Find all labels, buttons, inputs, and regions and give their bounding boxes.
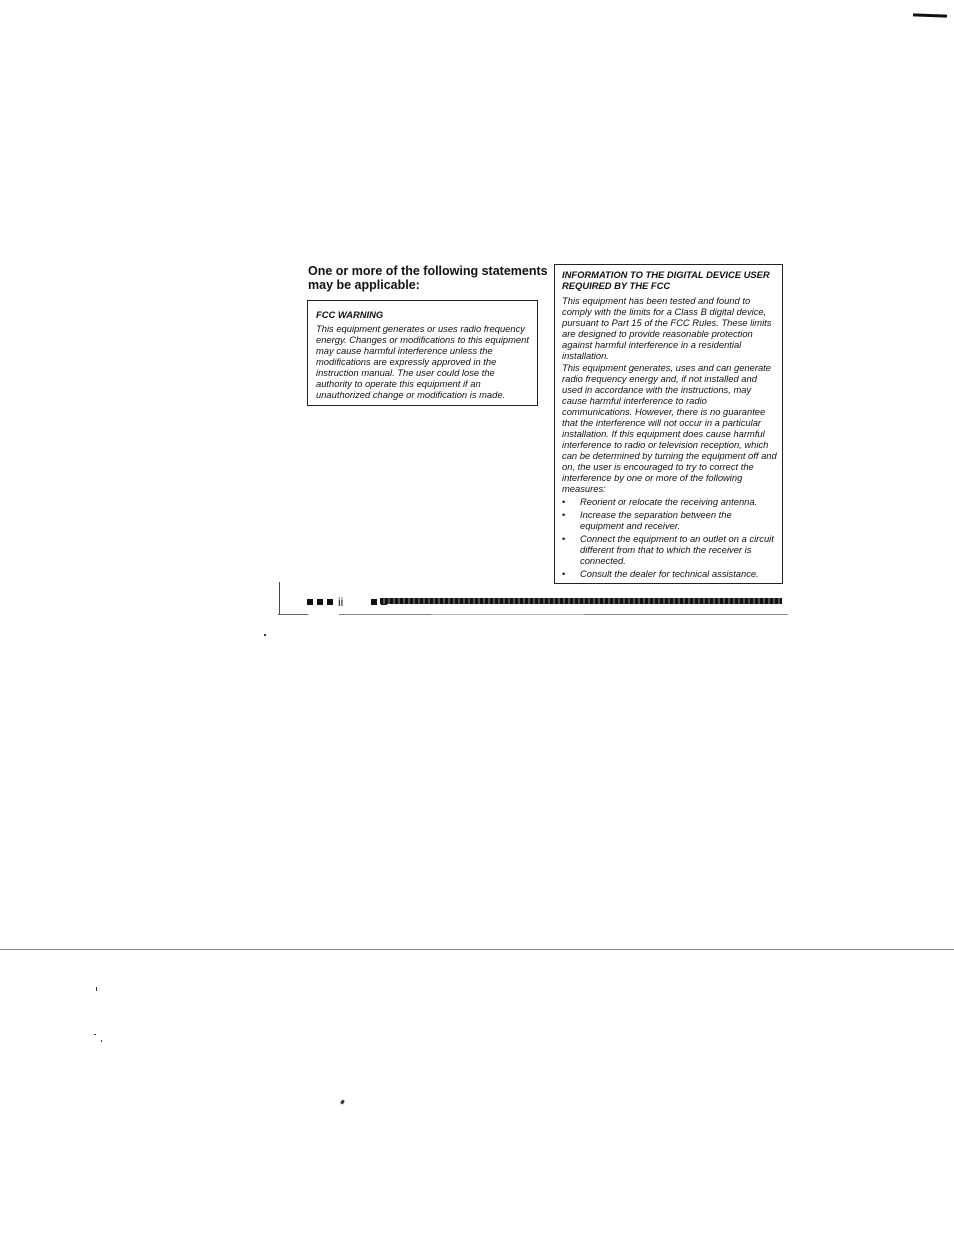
fcc-warning-body: This equipment generates or uses radio frequency energy. Changes or modifications to this equipment may cause harmful interference unless the modifications are expressly approved in the instruction manual. The user could lose the authority to operate this equipment if an unauthorized change or modification is made. [316,323,529,400]
scan-speck [96,987,97,991]
digital-device-para-1: This equipment has been tested and found to comply with the limits for a Class B digital device, pursuant to Part 15 of the FCC Rules. These limits are designed to provide reasonable protection against harmful interference in a residential installation. [562,295,772,361]
fcc-warning-title: FCC WARNING [316,309,384,320]
digital-device-para-2: This equipment generates, uses and can generate radio frequency energy and, if not installed and used in accordance with the instructions, may cause harmful interference to radio communications. However, there is no guarantee that the interference will not occur in a particular installation. If this equipment does cause harmful interference to radio or television reception, which can be determined by turning the equipment off and on, the user is encouraged to try to correct the interference by one or more of the following measures: [562,362,777,494]
measure-text: Consult the dealer for technical assistance. [580,568,759,579]
scan-speck [101,1040,102,1042]
footer-square-icon [307,599,313,605]
digital-device-info-box [554,264,783,584]
scan-speck [94,1034,96,1035]
list-item [562,509,777,531]
page-footer [305,596,389,609]
page-heading: One or more of the following statements may be applicable: [308,264,548,292]
page-fold-line [0,949,954,950]
page-number: ii [338,595,344,609]
bullet-icon: • [562,533,566,544]
measure-text: Increase the separation between the equipment and receiver. [580,509,732,531]
footer-rule [278,614,788,615]
list-item [562,568,777,579]
measure-text: Reorient or relocate the receiving antenna. [580,496,758,507]
measure-text: Connect the equipment to an outlet on a circuit different from that to which the receiver is connected. [580,533,774,566]
scan-speck [340,1100,345,1105]
footer-decorative-bar [380,598,782,604]
bullet-icon: • [562,509,566,520]
digital-device-title: INFORMATION TO THE DIGITAL DEVICE USER REQUIRED BY THE FCC [562,269,770,291]
crop-mark [279,582,280,614]
bullet-icon: • [562,496,566,507]
footer-square-icon [327,599,333,605]
list-item [562,533,777,566]
list-item [562,496,777,507]
footer-square-icon [371,599,377,605]
measures-list [562,496,777,579]
corner-scan-mark [913,13,947,17]
fcc-warning-box [307,300,538,406]
footer-square-icon [317,599,323,605]
scan-speck [264,634,266,636]
bullet-icon: • [562,568,566,579]
